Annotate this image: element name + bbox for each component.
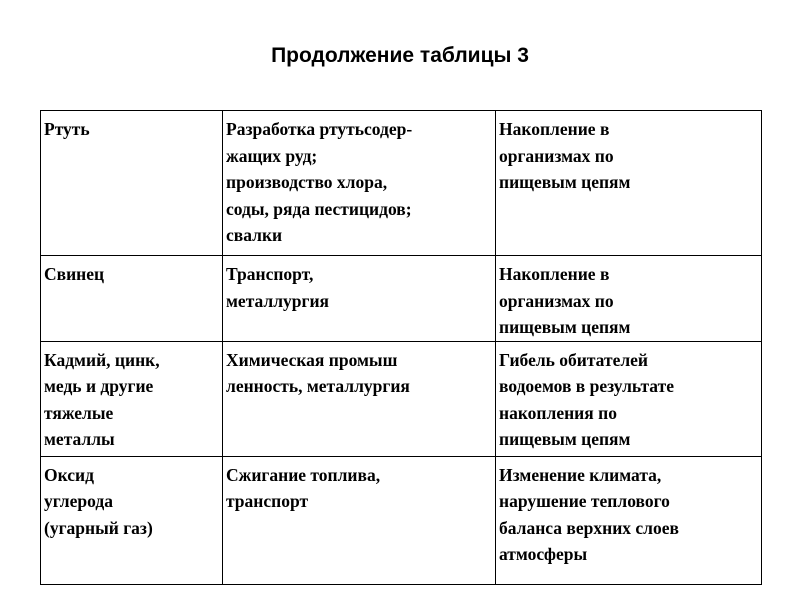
table-row: [41, 256, 762, 342]
pollutant-cell: Оксид углерода (угарный газ): [41, 456, 223, 584]
source-cell: Транспорт, металлургия: [223, 256, 496, 342]
source-cell: Сжигание топлива, транспорт: [223, 456, 496, 584]
source-cell: Химическая промыш ленность, металлургия: [223, 341, 496, 456]
pollutant-cell: Кадмий, цинк, медь и другие тяжелые металлы: [41, 341, 223, 456]
effect-cell: Накопление в организмах по пищевым цепям: [496, 256, 762, 342]
pollutants-table: [40, 110, 762, 585]
pollutant-cell: Свинец: [41, 256, 223, 342]
effect-cell: Гибель обитателей водоемов в результате накопления по пищевым цепям: [496, 341, 762, 456]
table-title: Продолжение таблицы 3: [271, 44, 529, 67]
pollutant-cell: Ртуть: [41, 111, 223, 256]
table-row: [41, 111, 762, 256]
source-cell: Разработка ртутьсодер- жащих руд; производство хлора, соды, ряда пестицидов; свалки: [223, 111, 496, 256]
table-row: [41, 456, 762, 584]
effect-cell: Накопление в организмах по пищевым цепям: [496, 111, 762, 256]
table-row: [41, 341, 762, 456]
effect-cell: Изменение климата, нарушение теплового баланса верхних слоев атмосферы: [496, 456, 762, 584]
